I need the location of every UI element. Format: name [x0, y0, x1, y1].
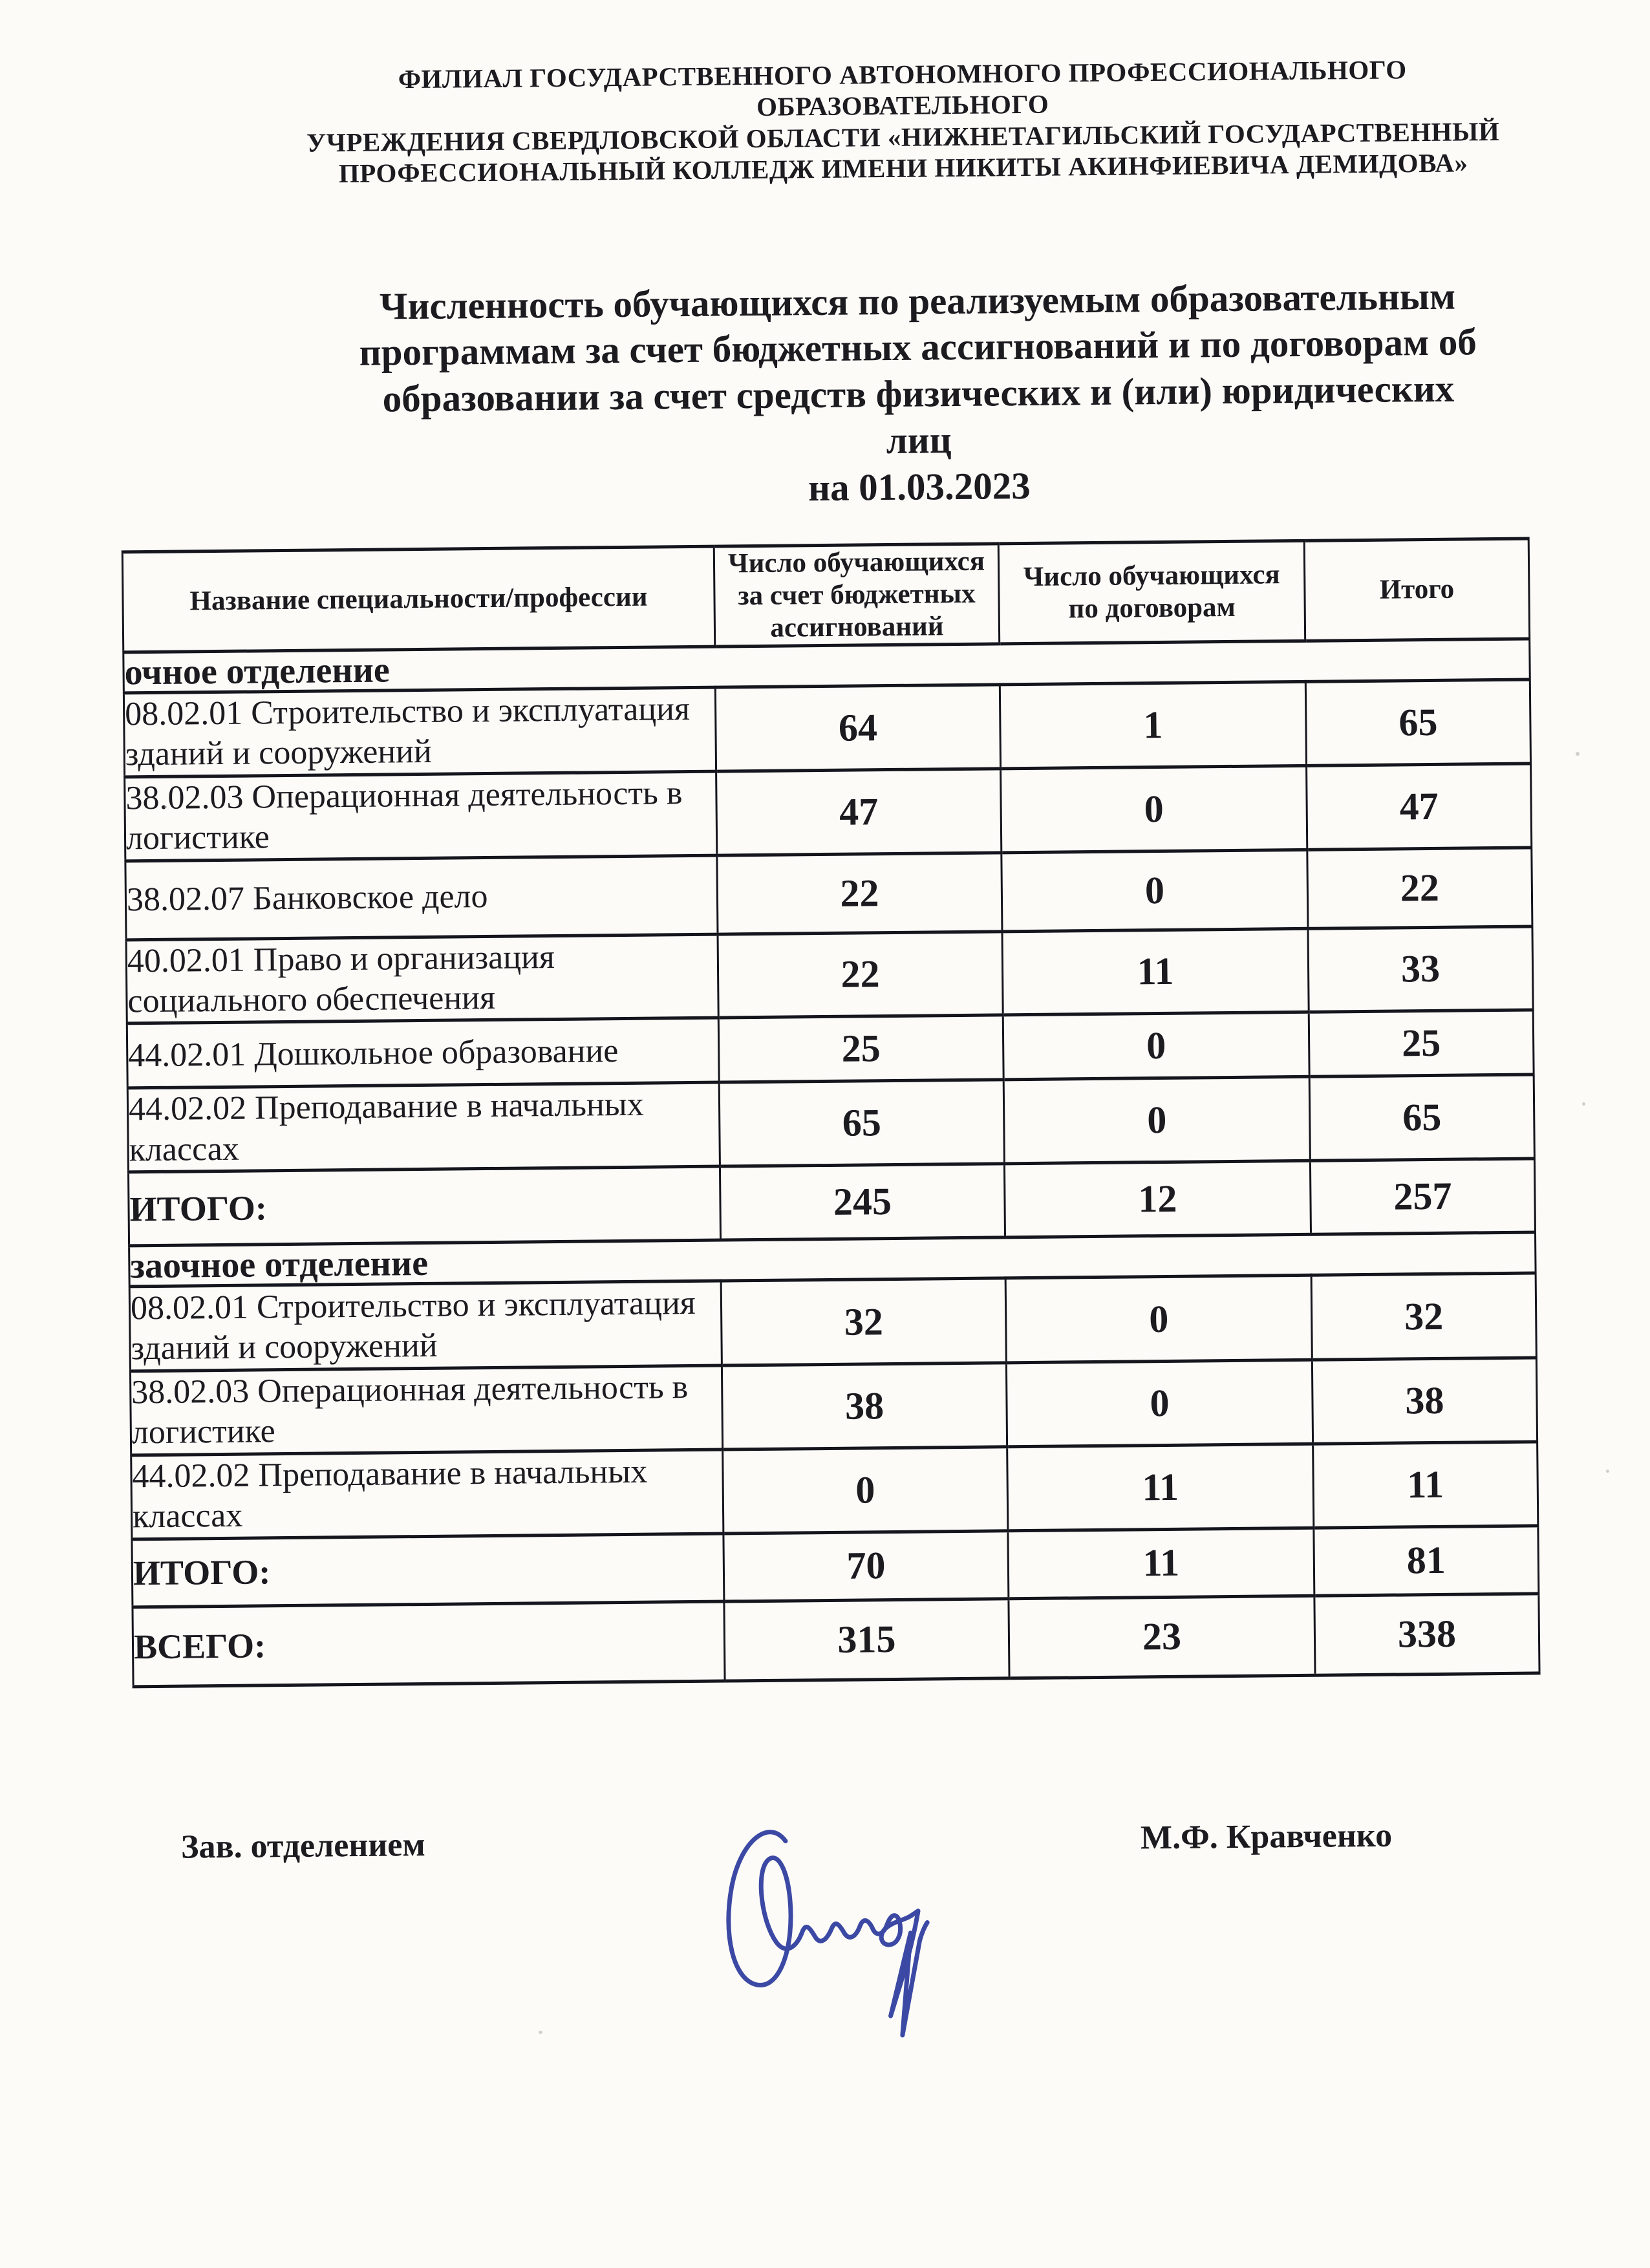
- cell-contract: 23: [1009, 1596, 1315, 1678]
- signature-position-label: Зав. отделением: [180, 1826, 426, 1866]
- cell-contract: 0: [1003, 1077, 1310, 1164]
- cell-contract: 0: [1005, 1275, 1312, 1363]
- table-row: [131, 1442, 1538, 1539]
- cell-specialty: 38.02.03 Операционная деятельность в логистике: [130, 1365, 722, 1455]
- cell-contract: 0: [1001, 765, 1307, 852]
- cell-specialty: 44.02.01 Дошкольное образование: [127, 1018, 719, 1088]
- table-row: [125, 848, 1532, 940]
- cell-budget: 38: [722, 1363, 1007, 1450]
- cell-specialty: 08.02.01 Строительство и эксплуатация зданий и сооружений: [129, 1281, 722, 1371]
- column-header-total: Итого: [1304, 539, 1529, 641]
- grand-total-label: ВСЕГО:: [133, 1601, 725, 1687]
- signature-block: [6, 1673, 1650, 2102]
- cell-budget: 64: [715, 685, 1000, 771]
- org-header-line: ФИЛИАЛ ГОСУДАРСТВЕННОГО АВТОНОМНОГО ПРОФЕССИОНАЛЬНОГО ОБРАЗОВАТЕЛЬНОГО: [398, 54, 1407, 122]
- handwritten-signature-icon: [709, 1777, 931, 2051]
- subtotal-row-full-time: [128, 1159, 1535, 1246]
- scan-speck: [1606, 1470, 1609, 1473]
- cell-budget: 315: [724, 1598, 1009, 1680]
- table-row: [127, 1075, 1534, 1172]
- grand-total-row: [133, 1594, 1539, 1687]
- cell-total: 11: [1313, 1442, 1538, 1528]
- cell-budget: 22: [717, 852, 1002, 934]
- cell-total: 47: [1307, 764, 1532, 850]
- column-header-budget: Число обучающихся за счет бюджетных ассигнований: [714, 544, 999, 647]
- org-header-line: УЧРЕЖДЕНИЯ СВЕРДЛОВСКОЙ ОБЛАСТИ «НИЖНЕТАГИЛЬСКИЙ ГОСУДАРСТВЕННЫЙ: [306, 116, 1500, 158]
- cell-total: 65: [1309, 1075, 1534, 1161]
- table-row: [123, 679, 1530, 777]
- organization-header: [295, 53, 1512, 190]
- table-row: [125, 764, 1532, 861]
- cell-budget: 0: [723, 1447, 1008, 1534]
- section-label: заочное отделение: [129, 1232, 1536, 1287]
- scan-speck: [539, 2031, 542, 2034]
- enrollment-table: [122, 537, 1541, 1688]
- section-label: очное отделение: [123, 639, 1530, 693]
- cell-contract: 0: [1006, 1360, 1312, 1446]
- cell-budget: 47: [716, 769, 1002, 855]
- cell-specialty: 44.02.02 Преподавание в начальных классах: [127, 1082, 720, 1172]
- title-line: Численность обучающихся по реализуемым образовательным: [379, 274, 1456, 328]
- cell-total: 38: [1312, 1358, 1537, 1444]
- cell-total: 25: [1309, 1010, 1534, 1076]
- signature-name: М.Ф. Кравченко: [1140, 1817, 1393, 1857]
- table-row: [129, 1273, 1536, 1371]
- title-line: программам за счет бюджетных ассигнований и по договорам об: [359, 320, 1477, 374]
- table-row: [130, 1358, 1537, 1455]
- scan-speck: [1582, 1102, 1585, 1106]
- cell-total: 32: [1311, 1273, 1536, 1360]
- cell-contract: 11: [1002, 928, 1309, 1015]
- cell-contract: 11: [1007, 1444, 1314, 1530]
- scan-speck: [1576, 752, 1580, 756]
- table-row: [126, 926, 1533, 1024]
- cell-contract: 11: [1008, 1528, 1314, 1599]
- cell-contract: 1: [1000, 681, 1306, 768]
- title-line: образовании за счет средств физических и (или) юридических лиц: [382, 367, 1455, 462]
- cell-specialty: 40.02.01 Право и организация социального обеспечения: [126, 934, 718, 1024]
- title-line: на 01.03.2023: [808, 464, 1031, 509]
- document-title: [345, 273, 1492, 517]
- cell-contract: 0: [1002, 850, 1308, 932]
- cell-budget: 70: [723, 1530, 1009, 1601]
- cell-budget: 32: [721, 1278, 1006, 1365]
- scan-speck: [164, 806, 167, 808]
- cell-budget: 245: [720, 1164, 1005, 1240]
- cell-budget: 65: [719, 1080, 1004, 1166]
- cell-contract: 0: [1003, 1012, 1309, 1080]
- table-header-row: [122, 539, 1529, 652]
- cell-contract: 12: [1004, 1161, 1311, 1237]
- subtotal-row-part-time: [132, 1526, 1539, 1607]
- cell-specialty: 38.02.07 Банковское дело: [125, 855, 718, 940]
- subtotal-label: ИТОГО:: [128, 1166, 720, 1246]
- cell-specialty: 44.02.02 Преподавание в начальных классах: [131, 1450, 723, 1539]
- cell-total: 81: [1314, 1526, 1539, 1596]
- subtotal-label: ИТОГО:: [132, 1534, 724, 1607]
- cell-total: 338: [1314, 1594, 1539, 1675]
- cell-total: 65: [1305, 679, 1530, 765]
- cell-specialty: 38.02.03 Операционная деятельность в логистике: [125, 771, 717, 861]
- signature-ink-stroke: [728, 1830, 928, 2037]
- column-header-specialty: Название специальности/профессии: [122, 546, 714, 652]
- cell-budget: 25: [718, 1015, 1003, 1082]
- cell-specialty: 08.02.01 Строительство и эксплуатация зданий и сооружений: [123, 687, 716, 777]
- cell-total: 22: [1307, 848, 1532, 928]
- cell-budget: 22: [718, 931, 1003, 1018]
- cell-total: 33: [1308, 926, 1533, 1012]
- column-header-contract: Число обучающихся по договорам: [998, 541, 1305, 644]
- cell-total: 257: [1310, 1159, 1535, 1234]
- org-header-line: ПРОФЕССИОНАЛЬНЫЙ КОЛЛЕДЖ ИМЕНИ НИКИТЫ АКИНФИЕВИЧА ДЕМИДОВА»: [338, 147, 1468, 189]
